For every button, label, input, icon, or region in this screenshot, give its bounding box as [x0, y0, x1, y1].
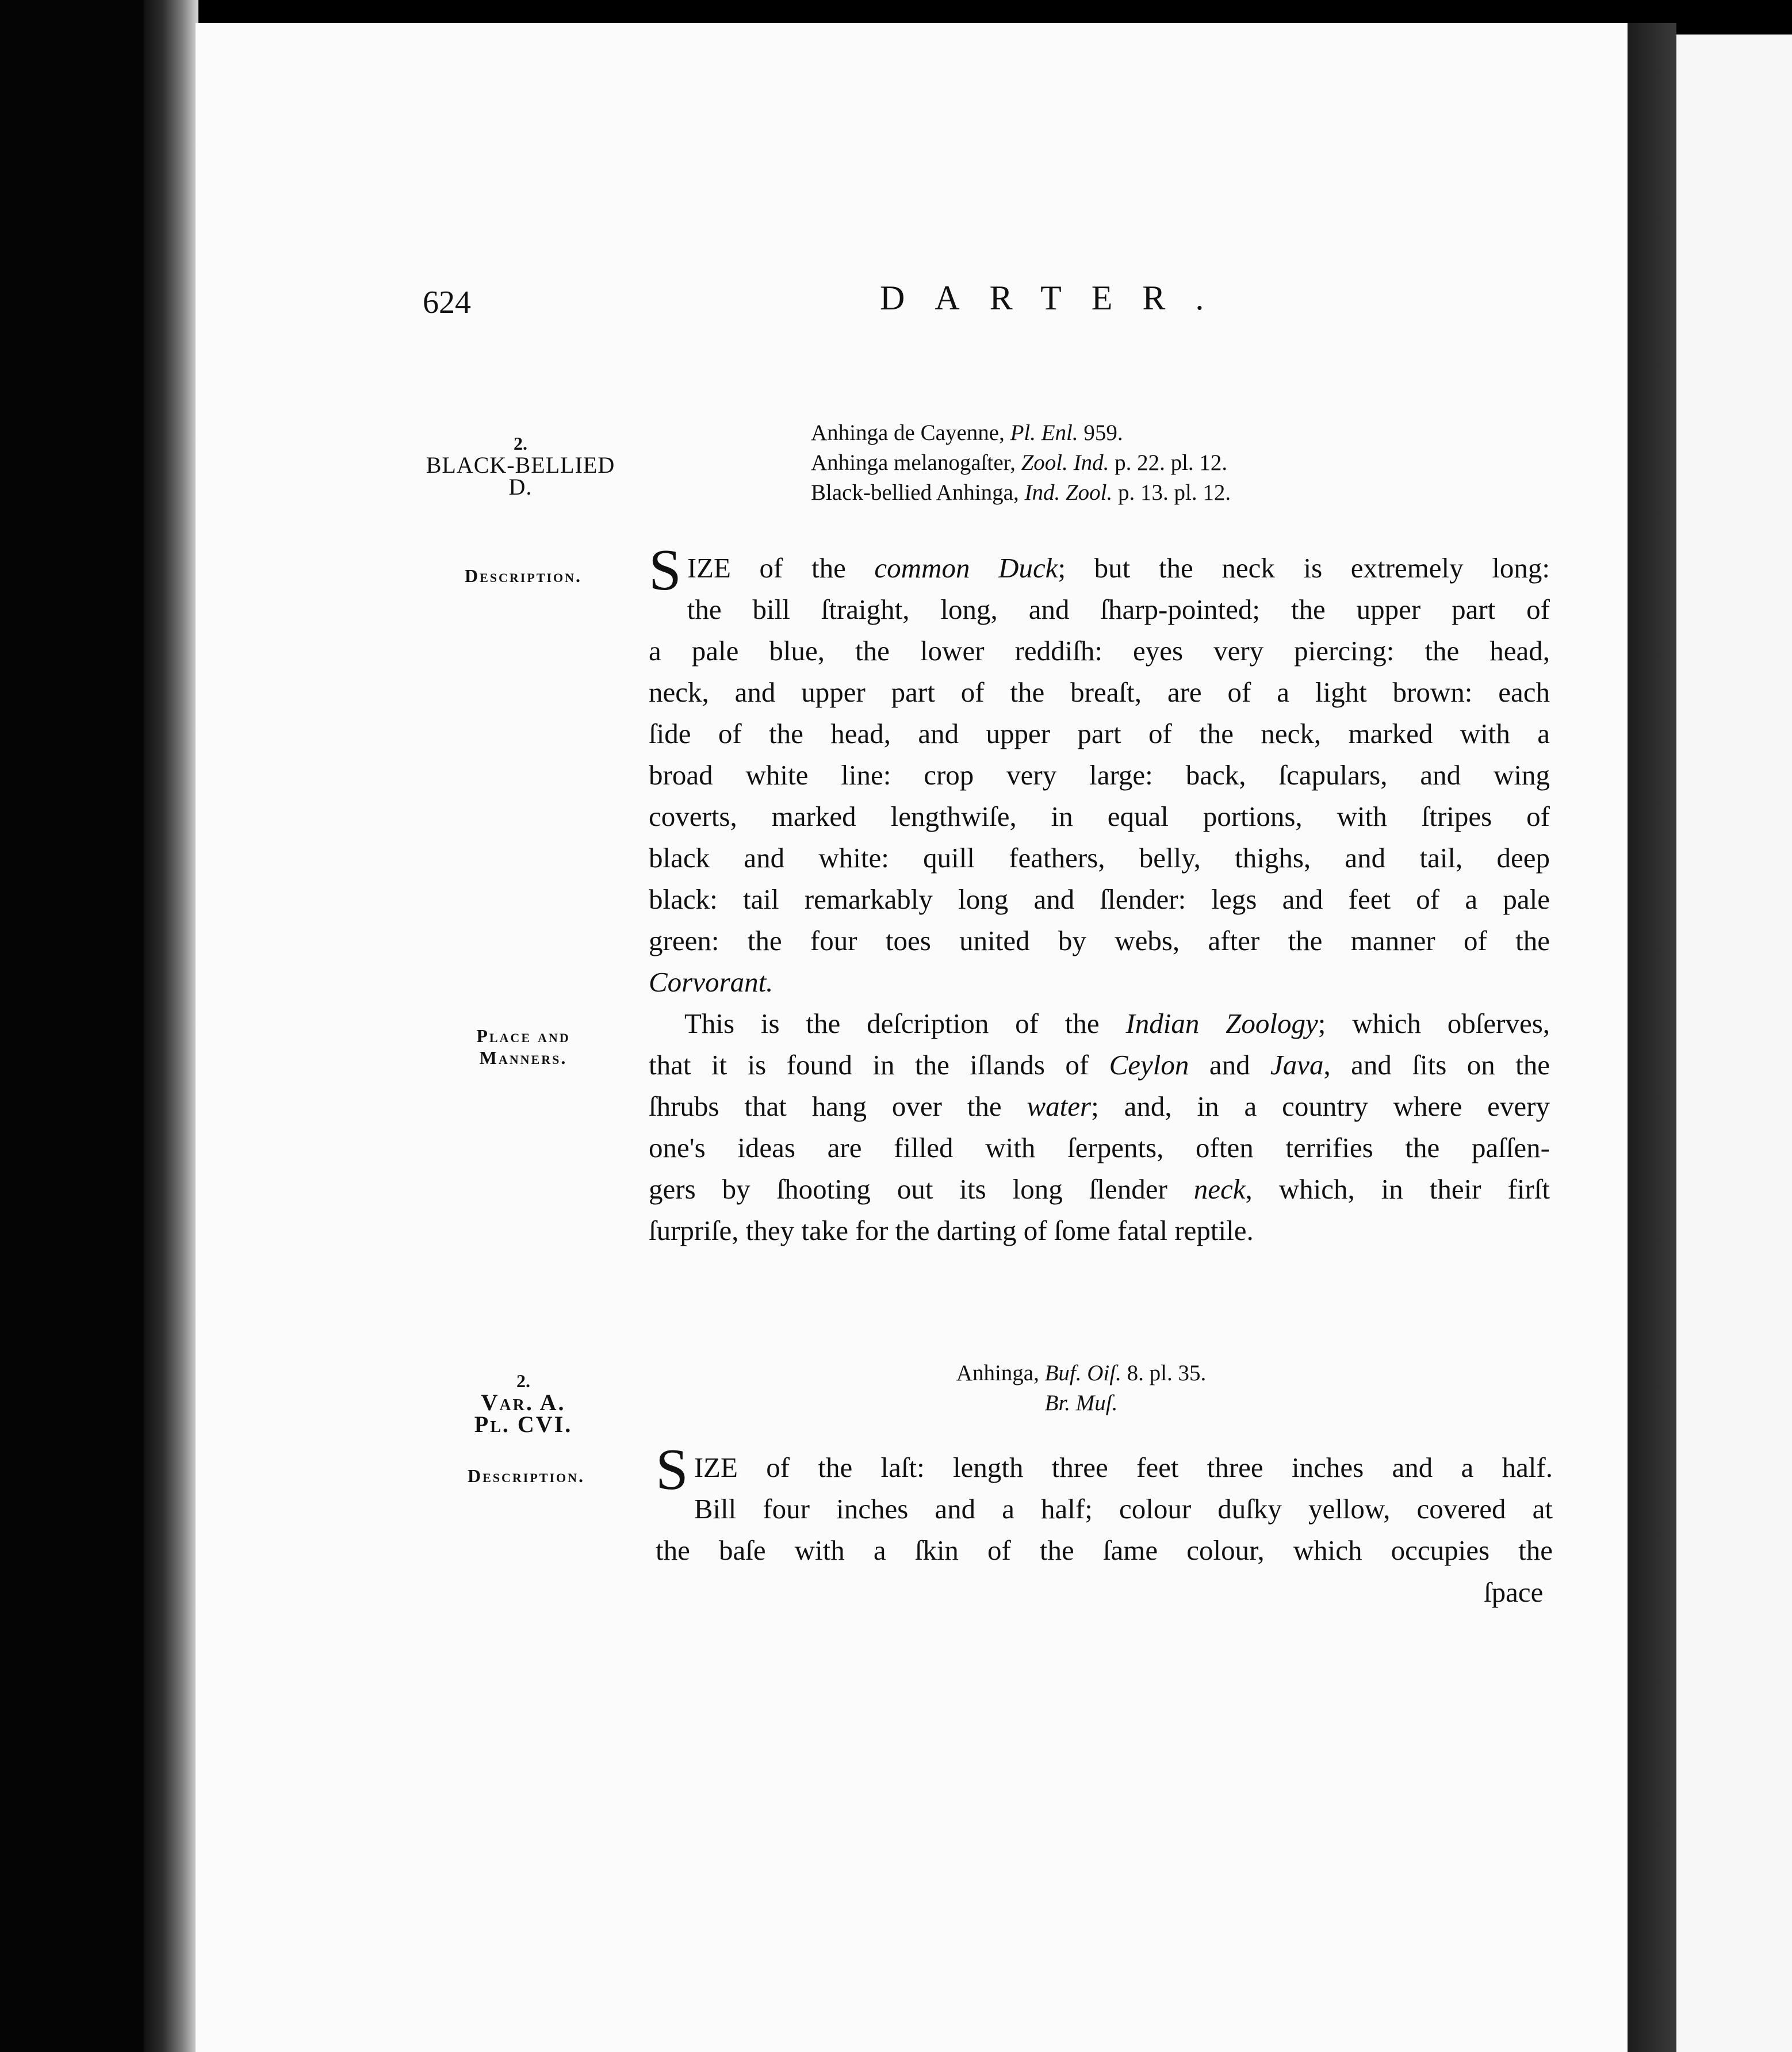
catchword: ſpace [1484, 1576, 1544, 1608]
description-label: Description. [464, 565, 583, 586]
facing-page-edge [1676, 35, 1792, 2052]
description-label: Description. [467, 1465, 585, 1486]
entry-2-number: 2. [516, 1370, 530, 1391]
entry-2-description [656, 1437, 1553, 1571]
text-line: IZE of the common Duck; but the neck is extremely long: [687, 552, 1550, 584]
entry-1-description [649, 538, 1550, 1251]
place-manners-label: Place and Manners. [476, 1025, 570, 1068]
text-line: green: the four toes united by webs, after the manner of the [649, 925, 1550, 956]
text-line: the baſe with a ſkin of the ſame colour, which occupies the [656, 1534, 1553, 1566]
book-edge-left [0, 0, 144, 2052]
text-line: broad white line: crop very large: back, ſcapulars, and wing [649, 759, 1550, 791]
synonym-line: Anhinga melanogaſter, Zool. Ind. p. 22. pl. 12. [811, 450, 1228, 475]
text-line: neck, and upper part of the breaſt, are of a light brown: each [649, 676, 1550, 708]
entry-1-margin-heading [397, 432, 644, 498]
text-line: a pale blue, the lower reddiſh: eyes very piercing: the head, [649, 635, 1550, 667]
page-number: 624 [423, 285, 471, 320]
entry-1-number: 2. [514, 433, 527, 454]
text-line: black: tail remarkably long and ſlender: legs and feet of a pale [649, 883, 1550, 915]
entry-2-synonyms [863, 1358, 1300, 1418]
text-line: Bill four inches and a half; colour duſky yellow, covered at [694, 1493, 1553, 1525]
text-line: Corvorant. [649, 966, 774, 998]
drop-cap: S [656, 1437, 688, 1502]
text-line: This is the deſcription of the Indian Zoology; which obſerves, [684, 1008, 1550, 1039]
synonym-line: Black-bellied Anhinga, Ind. Zool. p. 13. pl. 12. [811, 480, 1231, 505]
synonym-line: Anhinga, Buf. Oiſ. 8. pl. 35. [956, 1361, 1207, 1385]
synonym-line: Br. Muſ. [1044, 1391, 1118, 1415]
entry-1-synonyms [811, 418, 1231, 508]
synonym-line: Anhinga de Cayenne, Pl. Enl. 959. [811, 420, 1123, 445]
text-line: ſhrubs that hang over the water; and, in a country where every [649, 1090, 1550, 1122]
variety-label: Var. A. [481, 1389, 566, 1415]
running-head: DARTER. [880, 279, 1234, 317]
book-gutter [144, 0, 198, 2052]
text-line: black and white: quill feathers, belly, thighs, and tail, deep [649, 842, 1550, 874]
plate-label: Pl. CVI. [474, 1411, 573, 1437]
text-line: ſide of the head, and upper part of the neck, marked with a [649, 718, 1550, 749]
text-line: coverts, marked lengthwiſe, in equal portions, with ſtripes of [649, 801, 1550, 832]
entry-1-name: BLACK-BELLIED [426, 452, 615, 478]
book-edge-right [1628, 23, 1676, 2052]
text-line: gers by ſhooting out its long ſlender neck, which, in their firſt [649, 1173, 1550, 1205]
text-line: ſurpriſe, they take for the darting of ſome fatal reptile. [649, 1215, 1254, 1246]
text-line: IZE of the laſt: length three feet three inches and a half. [694, 1452, 1553, 1483]
text-line: one's ideas are filled with ſerpents, often terrifies the paſſen- [649, 1132, 1550, 1163]
entry-1-name-abbrev: D. [508, 474, 533, 500]
entry-2-margin-heading [437, 1370, 610, 1435]
text-line: the bill ſtraight, long, and ſharp-pointed; the upper part of [687, 594, 1550, 625]
drop-cap: S [649, 538, 681, 603]
text-line: that it is found in the iſlands of Ceylon and Java, and ſits on the [649, 1049, 1550, 1081]
